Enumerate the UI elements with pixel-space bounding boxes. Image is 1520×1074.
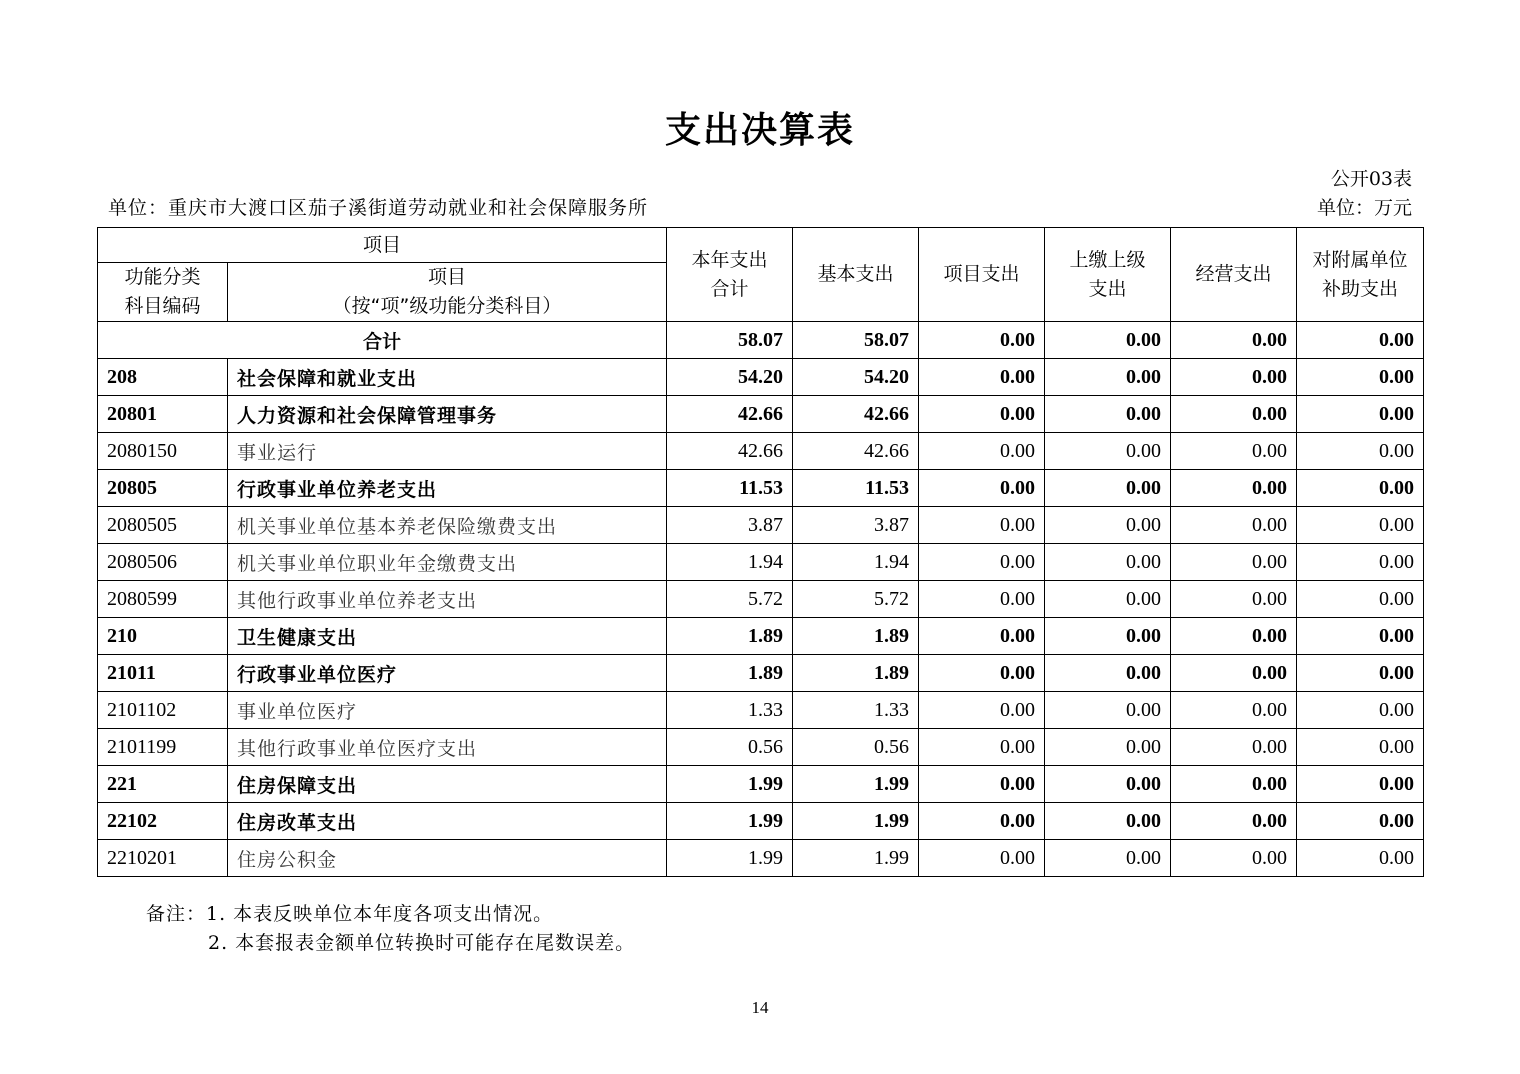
header-remit-line2: 支出 (1088, 277, 1127, 300)
item-name: 事业单位医疗 (228, 692, 667, 729)
currency-unit: 单位：万元 (1316, 197, 1412, 219)
amount-cell: 11.53 (667, 470, 793, 507)
function-code: 20801 (98, 396, 228, 433)
amount-cell: 0.00 (1297, 396, 1424, 433)
amount-cell: 1.89 (793, 655, 919, 692)
amount-cell: 0.00 (1045, 396, 1171, 433)
amount-cell: 0.00 (1297, 507, 1424, 544)
function-code: 2101102 (98, 692, 228, 729)
amount-cell: 0.00 (1297, 655, 1424, 692)
amount-cell: 0.00 (1171, 618, 1297, 655)
amount-cell: 54.20 (667, 359, 793, 396)
amount-cell: 0.00 (919, 544, 1045, 581)
amount-cell: 0.00 (1045, 544, 1171, 581)
amount-cell: 1.89 (667, 655, 793, 692)
expenditure-table (97, 227, 1424, 877)
amount-cell: 0.00 (919, 766, 1045, 803)
amount-cell: 0.00 (1171, 507, 1297, 544)
table-number: 公开03表 (1330, 168, 1412, 190)
table-row (98, 433, 1424, 470)
table-row (98, 766, 1424, 803)
amount-cell: 0.00 (1045, 655, 1171, 692)
item-name: 社会保障和就业支出 (228, 359, 667, 396)
amount-cell: 0.00 (1297, 581, 1424, 618)
amount-cell: 0.00 (1171, 359, 1297, 396)
total-row (98, 322, 1424, 359)
function-code: 210 (98, 618, 228, 655)
amount-cell: 0.00 (1171, 581, 1297, 618)
amount-cell: 5.72 (667, 581, 793, 618)
amount-cell: 0.00 (1297, 803, 1424, 840)
amount-cell: 0.00 (1045, 581, 1171, 618)
amount-cell: 0.00 (1297, 618, 1424, 655)
header-total-line2: 合计 (710, 277, 749, 300)
amount-cell: 0.00 (1297, 692, 1424, 729)
amount-cell: 1.99 (793, 840, 919, 877)
amount-cell: 1.99 (667, 803, 793, 840)
table-row (98, 618, 1424, 655)
amount-cell: 54.20 (793, 359, 919, 396)
amount-cell: 42.66 (793, 433, 919, 470)
amount-cell: 42.66 (667, 433, 793, 470)
total-value: 0.00 (919, 322, 1045, 359)
table-row (98, 655, 1424, 692)
item-name: 住房公积金 (228, 840, 667, 877)
amount-cell: 0.00 (1171, 396, 1297, 433)
amount-cell: 0.00 (1045, 618, 1171, 655)
function-code: 2210201 (98, 840, 228, 877)
amount-cell: 0.00 (1045, 507, 1171, 544)
amount-cell: 0.00 (1171, 840, 1297, 877)
table-row (98, 507, 1424, 544)
amount-cell: 42.66 (793, 396, 919, 433)
header-item-line1: 项目 (428, 266, 467, 288)
amount-cell: 0.00 (919, 396, 1045, 433)
header-item (228, 263, 667, 322)
function-code: 2080506 (98, 544, 228, 581)
item-name: 行政事业单位医疗 (228, 655, 667, 692)
header-remit-expenditure (1045, 228, 1171, 322)
table-row (98, 359, 1424, 396)
table-row (98, 803, 1424, 840)
item-name: 机关事业单位职业年金缴费支出 (228, 544, 667, 581)
header-subsidy-line1: 对附属单位 (1312, 248, 1408, 271)
function-code: 2080505 (98, 507, 228, 544)
amount-cell: 0.00 (1297, 840, 1424, 877)
amount-cell: 1.99 (667, 840, 793, 877)
note-line-2: 2. 本套报表金额单位转换时可能存在尾数误差。 (208, 932, 636, 954)
header-subsidy-line2: 补助支出 (1322, 277, 1399, 300)
amount-cell: 0.00 (919, 618, 1045, 655)
amount-cell: 0.00 (1045, 433, 1171, 470)
amount-cell: 42.66 (667, 396, 793, 433)
notes-label: 备注： (146, 903, 207, 925)
amount-cell: 3.87 (667, 507, 793, 544)
function-code: 208 (98, 359, 228, 396)
item-name: 卫生健康支出 (228, 618, 667, 655)
function-code: 22102 (98, 803, 228, 840)
total-value: 58.07 (793, 322, 919, 359)
amount-cell: 0.00 (1171, 803, 1297, 840)
amount-cell: 0.00 (919, 507, 1045, 544)
table-row (98, 729, 1424, 766)
total-label: 合计 (98, 322, 667, 359)
total-value: 0.00 (1297, 322, 1424, 359)
item-name: 机关事业单位基本养老保险缴费支出 (228, 507, 667, 544)
amount-cell: 0.00 (919, 433, 1045, 470)
page-number: 14 (751, 998, 769, 1017)
function-code: 20805 (98, 470, 228, 507)
amount-cell: 0.00 (1171, 729, 1297, 766)
table-row (98, 692, 1424, 729)
header-project: 项目 (98, 228, 667, 263)
amount-cell: 0.00 (1171, 544, 1297, 581)
item-name: 行政事业单位养老支出 (228, 470, 667, 507)
amount-cell: 0.00 (1297, 766, 1424, 803)
item-name: 住房保障支出 (228, 766, 667, 803)
header-total-expenditure (667, 228, 793, 322)
amount-cell: 11.53 (793, 470, 919, 507)
amount-cell: 0.00 (1045, 692, 1171, 729)
amount-cell: 0.00 (919, 655, 1045, 692)
amount-cell: 1.99 (793, 766, 919, 803)
amount-cell: 0.00 (1045, 470, 1171, 507)
amount-cell: 0.00 (919, 729, 1045, 766)
amount-cell: 0.00 (1171, 766, 1297, 803)
amount-cell: 0.00 (1297, 433, 1424, 470)
item-name: 事业运行 (228, 433, 667, 470)
function-code: 2080599 (98, 581, 228, 618)
item-name: 其他行政事业单位养老支出 (228, 581, 667, 618)
total-value: 0.00 (1045, 322, 1171, 359)
amount-cell: 0.00 (1045, 840, 1171, 877)
total-value: 0.00 (1171, 322, 1297, 359)
table-row (98, 396, 1424, 433)
total-value: 58.07 (667, 322, 793, 359)
notes (146, 900, 635, 958)
function-code: 2101199 (98, 729, 228, 766)
amount-cell: 1.94 (793, 544, 919, 581)
amount-cell: 0.00 (1171, 470, 1297, 507)
amount-cell: 1.33 (667, 692, 793, 729)
table-row (98, 840, 1424, 877)
header-operating-expenditure: 经营支出 (1171, 228, 1297, 322)
item-name: 住房改革支出 (228, 803, 667, 840)
amount-cell: 0.00 (1171, 655, 1297, 692)
header-item-line2: （按“项”级功能分类科目） (332, 295, 562, 317)
amount-cell: 0.00 (919, 803, 1045, 840)
header-basic-expenditure: 基本支出 (793, 228, 919, 322)
amount-cell: 0.00 (919, 581, 1045, 618)
table-row (98, 544, 1424, 581)
amount-cell: 5.72 (793, 581, 919, 618)
amount-cell: 1.94 (667, 544, 793, 581)
header-project-expenditure: 项目支出 (919, 228, 1045, 322)
amount-cell: 0.00 (1045, 766, 1171, 803)
item-name: 其他行政事业单位医疗支出 (228, 729, 667, 766)
page-title: 支出决算表 (664, 110, 855, 151)
amount-cell: 0.00 (1045, 729, 1171, 766)
header-code-line2: 科目编码 (124, 295, 201, 317)
amount-cell: 0.00 (1171, 692, 1297, 729)
amount-cell: 0.00 (1171, 433, 1297, 470)
amount-cell: 0.56 (793, 729, 919, 766)
amount-cell: 1.99 (793, 803, 919, 840)
amount-cell: 0.00 (1297, 470, 1424, 507)
table-row (98, 470, 1424, 507)
amount-cell: 0.00 (919, 470, 1045, 507)
amount-cell: 1.89 (793, 618, 919, 655)
amount-cell: 0.56 (667, 729, 793, 766)
amount-cell: 1.89 (667, 618, 793, 655)
amount-cell: 1.33 (793, 692, 919, 729)
amount-cell: 0.00 (1297, 729, 1424, 766)
amount-cell: 3.87 (793, 507, 919, 544)
table-row (98, 581, 1424, 618)
function-code: 2080150 (98, 433, 228, 470)
amount-cell: 0.00 (919, 359, 1045, 396)
header-subsidy-expenditure (1297, 228, 1424, 322)
function-code: 221 (98, 766, 228, 803)
amount-cell: 0.00 (1297, 544, 1424, 581)
note-line-1: 1. 本表反映单位本年度各项支出情况。 (206, 903, 554, 925)
amount-cell: 0.00 (919, 692, 1045, 729)
function-code: 21011 (98, 655, 228, 692)
header-total-line1: 本年支出 (691, 248, 768, 271)
header-remit-line1: 上缴上级 (1069, 248, 1146, 271)
item-name: 人力资源和社会保障管理事务 (228, 396, 667, 433)
amount-cell: 0.00 (919, 840, 1045, 877)
amount-cell: 0.00 (1045, 803, 1171, 840)
header-code-line1: 功能分类 (124, 266, 201, 288)
amount-cell: 0.00 (1045, 359, 1171, 396)
amount-cell: 0.00 (1297, 359, 1424, 396)
header-code (98, 263, 228, 322)
organization-unit: 单位：重庆市大渡口区茄子溪街道劳动就业和社会保障服务所 (108, 197, 649, 219)
amount-cell: 1.99 (667, 766, 793, 803)
